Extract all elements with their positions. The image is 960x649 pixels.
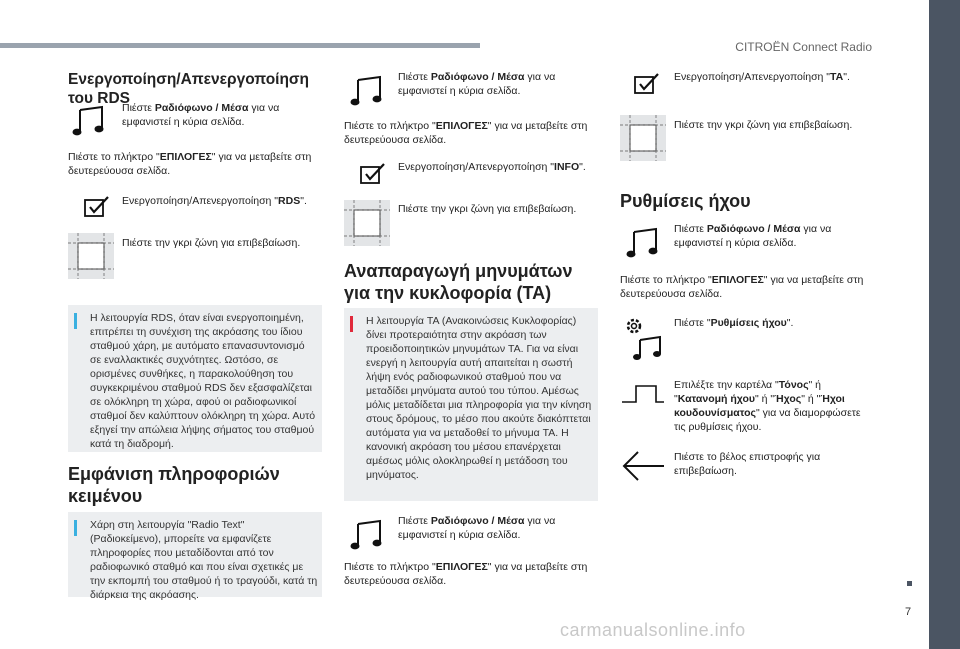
- ta-warning-box: [344, 308, 598, 501]
- back-arrow-icon: [620, 448, 666, 484]
- sound-step-4: Επιλέξτε την καρτέλα "Τόνος" ή "Κατανομή ήχου" ή "Ήχος" ή "Ήχοι κουδουνίσματος" για να διαμορφώσετε τις ρυθμίσεις ήχου.: [674, 379, 861, 433]
- ta-step-2: Πιέστε το πλήκτρο "ΕΠΙΛΟΓΕΣ" για να μεταβείτε στη δευτερεύουσα σελίδα.: [344, 561, 588, 587]
- sound-step-5: Πιέστε το βέλος επιστροφής για επιβεβαίωση.: [674, 451, 821, 477]
- settings-music-icon: [622, 314, 666, 360]
- rds-step-3: Ενεργοποίηση/Απενεργοποίηση "RDS".: [122, 195, 307, 207]
- rds-info-text: Η λειτουργία RDS, όταν είναι ενεργοποιημένη, επιτρέπει τη συνέχιση της ακρόασης του ίδιου σταθμού χάρη, με αυτόματο επανασυντονισμό σε εναλλακτικές συχνότητες. Ωστόσο, σε ορισμένες συνθήκες, η παρακολούθηση του συγκεκριμένου σταθμού RDS δεν εξασφαλίζεται σε ολόκληρη τη χώρα, αφού οι ραδιοφωνικοί σταθμοί δεν καλύπτουν ολόκληρη τη χώρα. Αυτό εξηγεί την απώλεια λήψης σήματος του σταθμού κατά τη διαδρομή.: [90, 312, 316, 450]
- header-rule: [0, 43, 480, 48]
- grey-zone-icon: [344, 200, 390, 246]
- music-note-icon: [350, 514, 386, 554]
- rds-title: Ενεργοποίηση/Απενεργοποίηση του RDS: [68, 71, 310, 107]
- radiotext-title: Εμφάνιση πληροφοριών κειμένου: [68, 464, 280, 506]
- warning-marker: [350, 316, 353, 332]
- rds-info-box: [68, 305, 322, 452]
- info-step-3: Ενεργοποίηση/Απενεργοποίηση "INFO".: [398, 161, 586, 173]
- sound-step-1: Πιέστε Ραδιόφωνο / Μέσα για να εμφανιστεί η κύρια σελίδα.: [674, 223, 832, 249]
- music-note-icon: [350, 70, 386, 110]
- music-note-icon: [626, 222, 662, 262]
- sound-step-2: Πιέστε το πλήκτρο "ΕΠΙΛΟΓΕΣ" για να μεταβείτε στη δευτερεύουσα σελίδα.: [620, 274, 864, 300]
- radiotext-info-box: [68, 512, 322, 601]
- info-step-1: Πιέστε Ραδιόφωνο / Μέσα για να εμφανιστεί η κύρια σελίδα.: [398, 71, 556, 97]
- checkbox-check-icon: [632, 70, 664, 100]
- page-number: 7: [905, 606, 912, 618]
- header-title: CITROËN Connect Radio: [735, 40, 872, 54]
- tab-icon: [620, 378, 666, 408]
- info-step-2: Πιέστε το πλήκτρο "ΕΠΙΛΟΓΕΣ" για να μεταβείτε στη δευτερεύουσα σελίδα.: [344, 120, 588, 146]
- continue-marker: [907, 581, 912, 586]
- info-step-4: Πιέστε την γκρι ζώνη για επιβεβαίωση.: [398, 203, 577, 215]
- info-marker: [74, 313, 77, 329]
- sound-settings-title: Ρυθμίσεις ήχου: [620, 191, 751, 211]
- music-note-icon: [72, 100, 108, 140]
- ta-step-3: Ενεργοποίηση/Απενεργοποίηση "TA".: [674, 71, 850, 83]
- rds-step-4: Πιέστε την γκρι ζώνη για επιβεβαίωση.: [122, 237, 301, 249]
- side-tab: [929, 0, 960, 649]
- grey-zone-icon: [68, 233, 114, 279]
- ta-step-1: Πιέστε Ραδιόφωνο / Μέσα για να εμφανιστεί η κύρια σελίδα.: [398, 515, 556, 541]
- ta-warning-text: Η λειτουργία TA (Ανακοινώσεις Κυκλοφορίας) δίνει προτεραιότητα στην ακρόαση των προειδοποιητικών μηνυμάτων TA. Για να είναι ενεργή η λειτουργία αυτή απαιτείται η σωστή λήψη ενός ραδιοφωνικού σταθμού που να μεταδίδει μηνύματα αυτού του τύπου. Αμέσως μόλις μεταδίδεται μια πληροφορία για την κίνηση στους δρόμους, το μέσο που ακούτε διακόπτεται αυτόματα για να μεταδοθεί το μήνυμα TA. Η κανονική ακρόαση του μέσου επανέρχεται αμέσως μόλις ολοκληρωθεί η μετάδοση του μηνύματος.: [366, 315, 592, 481]
- info-marker: [74, 520, 77, 536]
- rds-step-2: Πιέστε το πλήκτρο "ΕΠΙΛΟΓΕΣ" για να μεταβείτε στη δευτερεύουσα σελίδα.: [68, 151, 312, 177]
- ta-title: Αναπαραγωγή μηνυμάτων για την κυκλοφορία (TA): [344, 261, 573, 303]
- ta-step-4: Πιέστε την γκρι ζώνη για επιβεβαίωση.: [674, 119, 853, 131]
- watermark: carmanualsonline.info: [560, 620, 746, 640]
- checkbox-check-icon: [358, 160, 390, 190]
- sound-step-3: Πιέστε "Ρυθμίσεις ήχου".: [674, 317, 794, 329]
- rds-step-1: Πιέστε Ραδιόφωνο / Μέσα για να εμφανιστεί η κύρια σελίδα.: [122, 102, 280, 128]
- grey-zone-icon: [620, 115, 666, 161]
- radiotext-info-text: Χάρη στη λειτουργία "Radio Text" (Ραδιοκείμενο), μπορείτε να εμφανίζετε πληροφορίες που μεταδίδονται από τον ραδιοφωνικό σταθμό και που είναι σχετικές με την εκπομπή του σταθμού ή το τραγούδι, κατά τη διάρκεια της ακρόασης.: [90, 519, 318, 601]
- checkbox-check-icon: [82, 193, 114, 223]
